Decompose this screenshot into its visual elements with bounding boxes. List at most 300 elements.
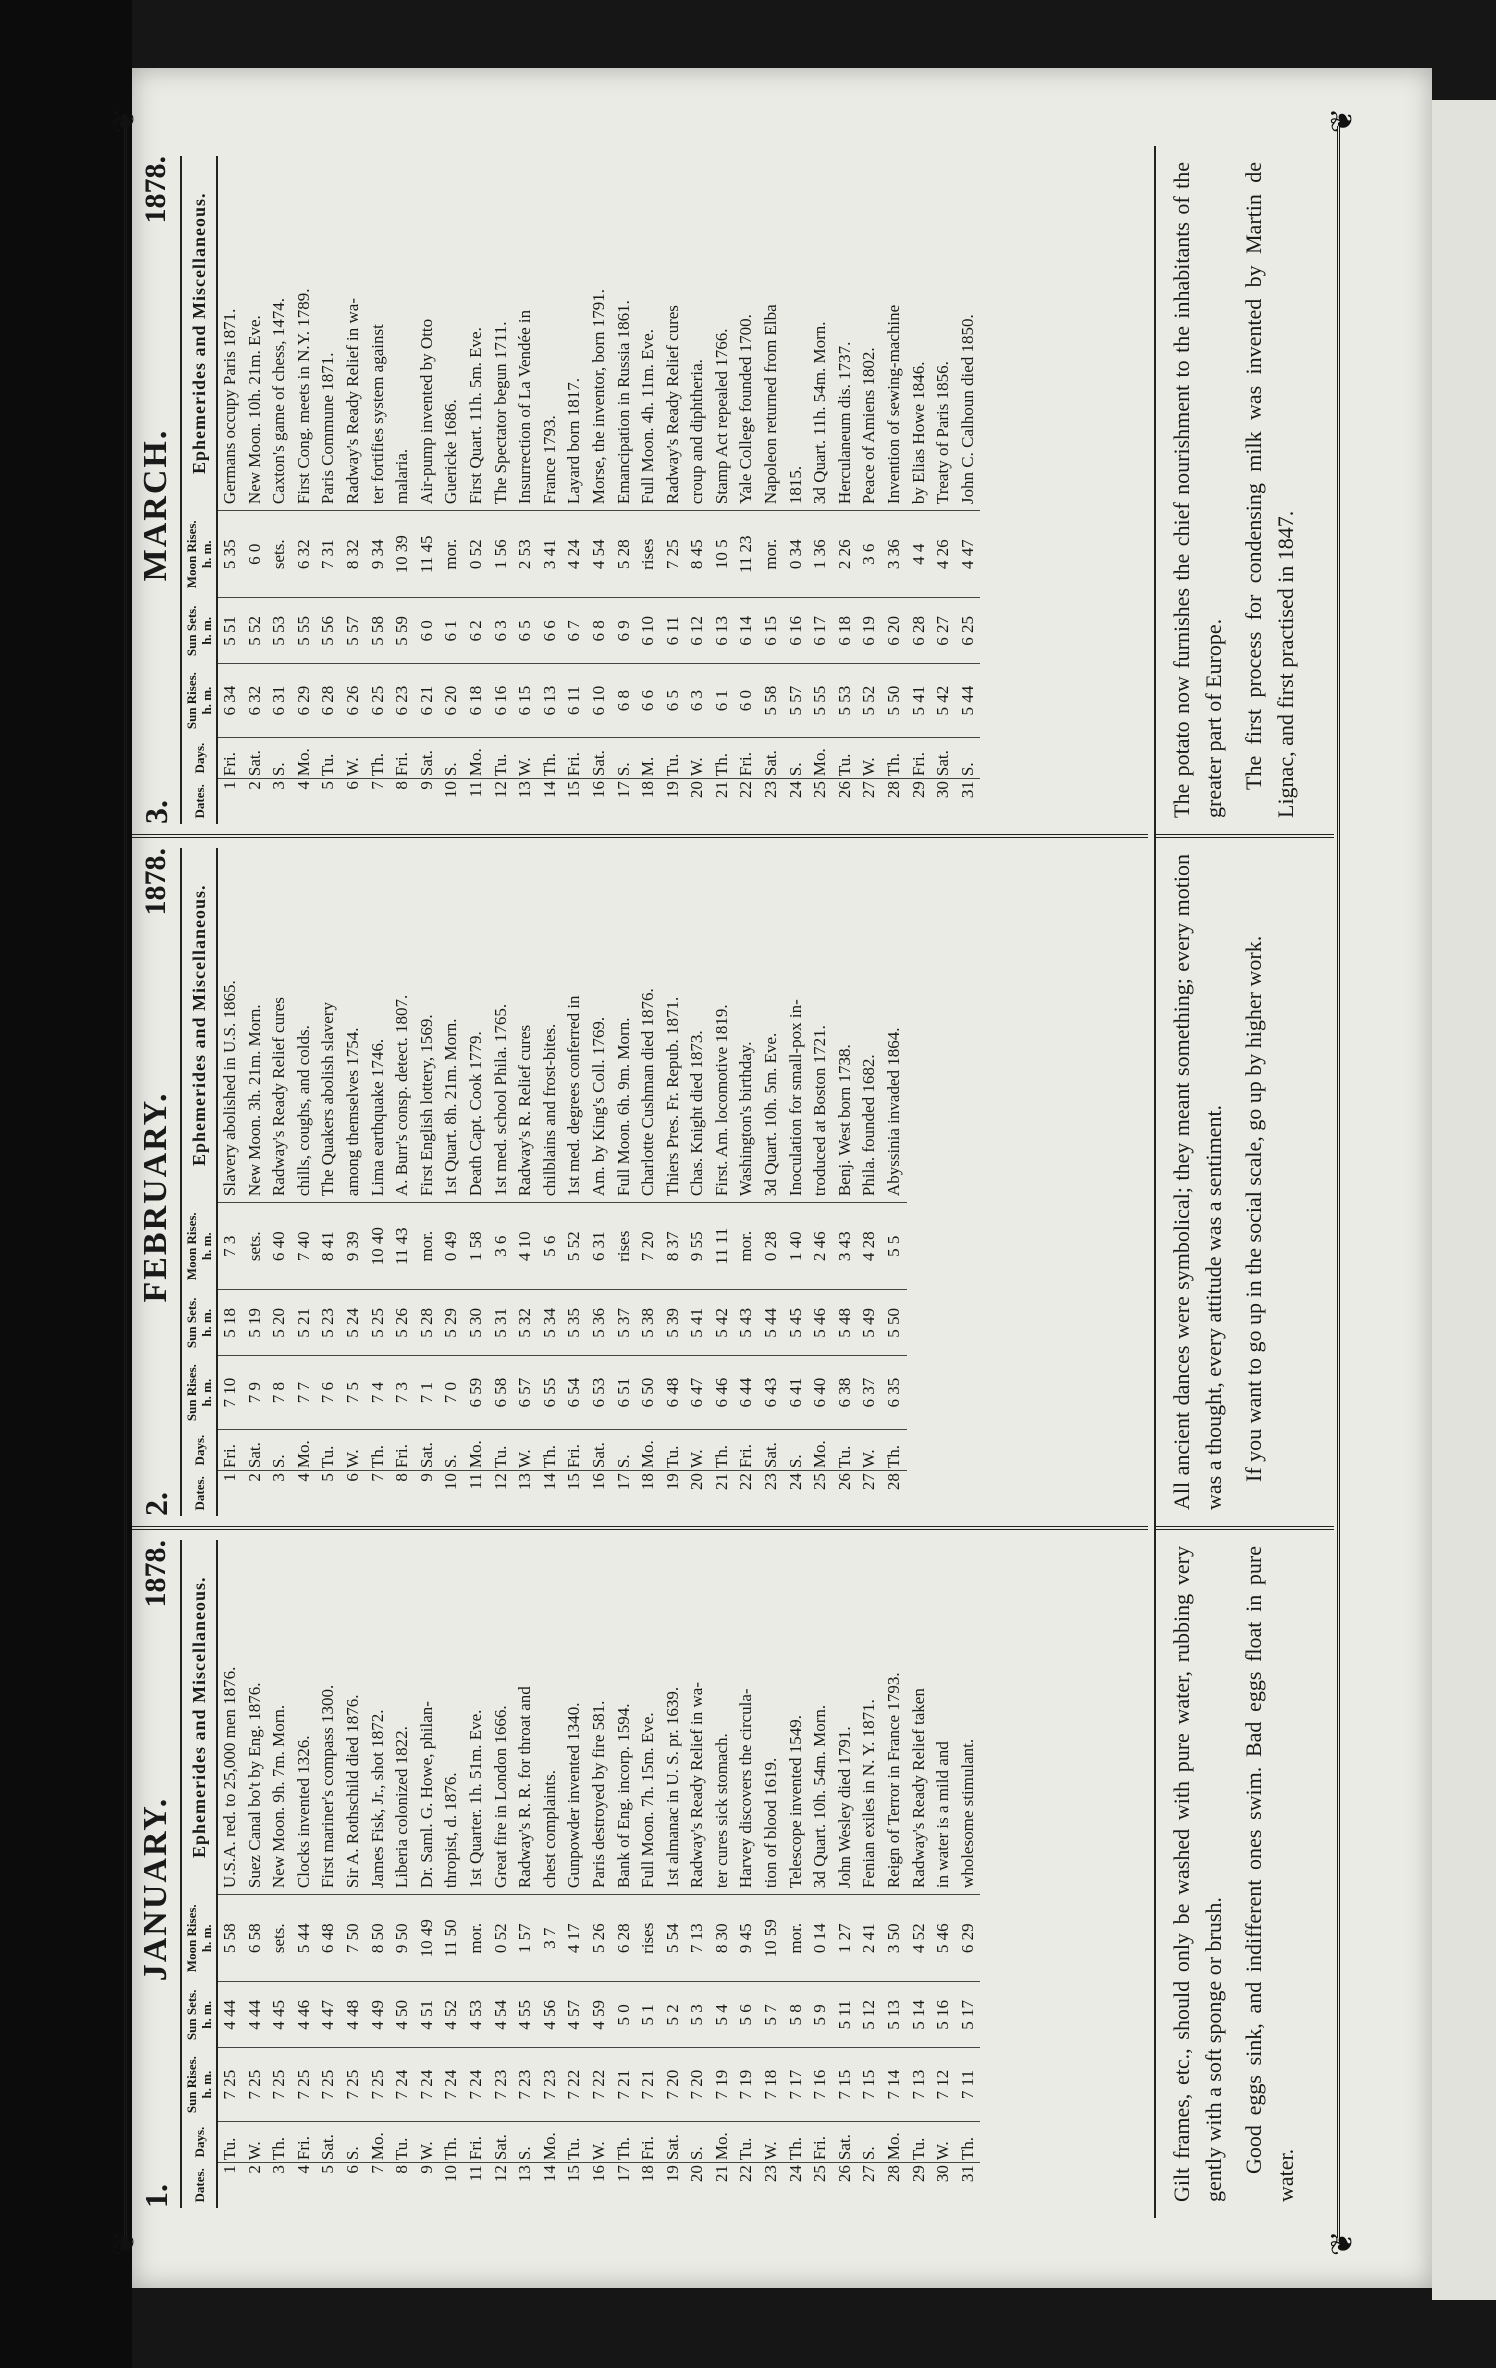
- day-cell: Tu.: [833, 1430, 858, 1471]
- moon-rises-cell: 3 50: [882, 1895, 907, 1982]
- table-row: [489, 156, 514, 824]
- date-cell: 17: [612, 2163, 637, 2208]
- month-number: 1.: [137, 2184, 174, 2208]
- header-sun-rises: Sun Rises. h. m.: [182, 1356, 217, 1430]
- sun-sets-cell: 6 3: [489, 598, 514, 664]
- sun-sets-cell: 5 49: [857, 1290, 882, 1356]
- sun-rises-cell: 6 48: [661, 1356, 686, 1430]
- sun-sets-cell: 5 29: [439, 1290, 464, 1356]
- day-cell: Th.: [710, 738, 735, 779]
- day-cell: S.: [784, 738, 809, 779]
- month-rows: [217, 1540, 980, 2208]
- table-row: [217, 848, 243, 1516]
- date-cell: 19: [661, 779, 686, 824]
- ephemeris-cell: Slavery abolished in U.S. 1865.: [220, 980, 239, 1197]
- sun-rises-cell: 6 15: [513, 664, 538, 738]
- date-cell: 21: [710, 779, 735, 824]
- sun-sets-cell: 5 52: [243, 598, 268, 664]
- day-cell: Fri.: [217, 1430, 243, 1471]
- date-cell: 10: [439, 1471, 464, 1516]
- day-cell: Fri.: [562, 738, 587, 779]
- sun-rises-cell: 5 42: [931, 664, 956, 738]
- ephemeris-cell: The Spectator begun 1711.: [490, 321, 510, 505]
- ephemeris-cell: Fenian exiles in N. Y. 1871.: [859, 1699, 879, 1889]
- date-cell: 24: [784, 1471, 809, 1516]
- table-row: [489, 848, 514, 1516]
- date-cell: 6: [341, 779, 366, 824]
- sun-sets-cell: 6 5: [513, 598, 538, 664]
- ephemeris-cell: First. Am. locomotive 1819.: [711, 1004, 731, 1197]
- sun-rises-cell: 7 14: [882, 2048, 907, 2122]
- table-row: [341, 1540, 366, 2208]
- date-cell: 3: [267, 2163, 292, 2208]
- ephemeris-cell: Chas. Knight died 1873.: [687, 1030, 707, 1197]
- sun-sets-cell: 5 16: [931, 1982, 956, 2048]
- sun-rises-cell: 6 25: [366, 664, 391, 738]
- moon-rises-cell: 9 45: [734, 1895, 759, 1982]
- sun-sets-cell: 6 14: [734, 598, 759, 664]
- table-row: [390, 156, 415, 824]
- moon-rises-cell: 6 58: [243, 1895, 268, 1982]
- sun-sets-cell: 6 0: [415, 598, 440, 664]
- day-cell: Fri.: [390, 1430, 415, 1471]
- ephemeris-cell: Liberia colonized 1822.: [392, 1726, 412, 1889]
- date-cell: 11: [464, 1471, 489, 1516]
- calendar-table: [182, 1540, 980, 2208]
- date-cell: 5: [316, 779, 341, 824]
- sun-sets-cell: 5 31: [489, 1290, 514, 1356]
- sun-rises-cell: 6 0: [734, 664, 759, 738]
- date-cell: 4: [292, 779, 317, 824]
- table-row: [907, 1540, 932, 2208]
- date-cell: 28: [882, 779, 907, 824]
- date-cell: 3: [267, 779, 292, 824]
- day-cell: Th.: [882, 738, 907, 779]
- sun-rises-cell: 7 25: [217, 2048, 243, 2122]
- ephemeris-cell: Peace of Amiens 1802.: [859, 347, 879, 505]
- date-cell: 22: [734, 2163, 759, 2208]
- note-paragraph: Good eggs sink, and indifferent ones swim. Bad eggs float in pure water.: [1241, 1546, 1298, 2202]
- moon-rises-cell: 11 23: [734, 511, 759, 598]
- moon-rises-cell: 10 5: [710, 511, 735, 598]
- sun-rises-cell: 6 6: [636, 664, 661, 738]
- sun-sets-cell: 4 57: [562, 1982, 587, 2048]
- table-row: [636, 848, 661, 1516]
- sun-sets-cell: 6 16: [784, 598, 809, 664]
- table-row: [513, 848, 538, 1516]
- date-cell: 20: [685, 2163, 710, 2208]
- month-name: MARCH.: [137, 428, 174, 582]
- sun-rises-cell: 6 46: [710, 1356, 735, 1430]
- table-row: [513, 1540, 538, 2208]
- sun-rises-cell: 6 13: [538, 664, 563, 738]
- ephemeris-cell: Paris destroyed by fire 581.: [588, 1700, 608, 1889]
- sun-rises-cell: 7 6: [316, 1356, 341, 1430]
- table-row: [316, 1540, 341, 2208]
- sun-sets-cell: 5 6: [734, 1982, 759, 2048]
- note-paragraph: All ancient dances were symbolical; they meant something; every motion was a thought, every attitude was a sentiment.: [1169, 854, 1226, 1510]
- day-cell: S.: [857, 2122, 882, 2163]
- sun-rises-cell: 7 13: [907, 2048, 932, 2122]
- ephemeris-cell: U.S.A. red. to 25,000 men 1876.: [220, 1666, 239, 1889]
- sun-rises-cell: 6 41: [784, 1356, 809, 1430]
- date-cell: 30: [931, 779, 956, 824]
- sun-rises-cell: 6 35: [882, 1356, 907, 1430]
- day-cell: S.: [267, 738, 292, 779]
- day-cell: Th.: [267, 2122, 292, 2163]
- ephemeris-cell: Abyssinia invaded 1864.: [884, 1027, 904, 1197]
- day-cell: S.: [341, 2122, 366, 2163]
- sun-rises-cell: 6 51: [612, 1356, 637, 1430]
- day-cell: Sat.: [243, 1430, 268, 1471]
- day-cell: Tu.: [661, 738, 686, 779]
- day-cell: Fri.: [734, 738, 759, 779]
- date-cell: 6: [341, 2163, 366, 2208]
- sun-sets-cell: 5 0: [612, 1982, 637, 2048]
- table-row: [759, 1540, 784, 2208]
- date-cell: 20: [685, 779, 710, 824]
- day-cell: Mo.: [292, 1430, 317, 1471]
- ephemeris-cell: 3d Quart. 11h. 54m. Morn.: [810, 321, 830, 505]
- table-row: [857, 156, 882, 824]
- header-sun-rises: Sun Rises. h. m.: [182, 2048, 217, 2122]
- moon-rises-cell: 11 50: [439, 1895, 464, 1982]
- sun-sets-cell: 5 24: [341, 1290, 366, 1356]
- moon-rises-cell: 6 28: [612, 1895, 637, 1982]
- ephemeris-cell: First Cong. meets in N.Y. 1789.: [293, 288, 313, 505]
- moon-rises-cell: rises: [636, 511, 661, 598]
- day-cell: W.: [685, 738, 710, 779]
- header-sun-sets: Sun Sets. h. m.: [182, 1982, 217, 2048]
- sun-rises-cell: 6 3: [685, 664, 710, 738]
- moon-rises-cell: 0 52: [489, 1895, 514, 1982]
- sun-rises-cell: 5 50: [882, 664, 907, 738]
- day-cell: W.: [243, 2122, 268, 2163]
- date-cell: 18: [636, 779, 661, 824]
- sun-sets-cell: 5 59: [390, 598, 415, 664]
- table-row: [415, 1540, 440, 2208]
- table-row: [538, 1540, 563, 2208]
- sun-rises-cell: 7 25: [366, 2048, 391, 2122]
- ephemeris-cell: ter cures sick stomach.: [711, 1733, 731, 1889]
- date-cell: 22: [734, 1471, 759, 1516]
- sun-rises-cell: 6 59: [464, 1356, 489, 1430]
- date-cell: 26: [833, 2163, 858, 2208]
- date-cell: 14: [538, 779, 563, 824]
- moon-rises-cell: 0 34: [784, 511, 809, 598]
- moon-rises-cell: 0 28: [759, 1203, 784, 1290]
- sun-rises-cell: 7 24: [415, 2048, 440, 2122]
- sun-rises-cell: 6 57: [513, 1356, 538, 1430]
- month-year: 1878.: [139, 156, 172, 224]
- ephemeris-cell: New Moon. 3h. 21m. Morn.: [244, 1004, 264, 1197]
- sun-rises-cell: 6 28: [316, 664, 341, 738]
- sun-rises-cell: 7 10: [217, 1356, 243, 1430]
- date-cell: 7: [366, 779, 391, 824]
- ephemeris-cell: Herculaneum dis. 1737.: [834, 341, 854, 505]
- moon-rises-cell: 5 5: [882, 1203, 907, 1290]
- table-row: [415, 156, 440, 824]
- sun-sets-cell: 5 53: [267, 598, 292, 664]
- table-row: [759, 848, 784, 1516]
- day-cell: Mo.: [710, 2122, 735, 2163]
- day-cell: Tu.: [390, 2122, 415, 2163]
- sun-sets-cell: 5 50: [882, 1290, 907, 1356]
- ephemeris-cell: ter fortifies system against: [367, 324, 387, 505]
- day-cell: S.: [685, 2122, 710, 2163]
- table-row: [464, 156, 489, 824]
- date-cell: 1: [217, 2163, 243, 2208]
- date-cell: 26: [833, 1471, 858, 1516]
- header-dates: Dates.: [182, 779, 217, 824]
- moon-rises-cell: 9 34: [366, 511, 391, 598]
- table-row: [808, 1540, 833, 2208]
- moon-rises-cell: 8 37: [661, 1203, 686, 1290]
- header-moon-rises: Moon Rises. h. m.: [182, 1895, 217, 1982]
- table-row: [267, 1540, 292, 2208]
- sun-sets-cell: 5 55: [292, 598, 317, 664]
- date-cell: 28: [882, 1471, 907, 1516]
- sun-sets-cell: 4 49: [366, 1982, 391, 2048]
- table-row: [316, 156, 341, 824]
- day-cell: Sat.: [759, 738, 784, 779]
- ephemeris-cell: First English lottery, 1569.: [416, 1014, 436, 1197]
- ephemeris-cell: Treaty of Paris 1856.: [933, 361, 953, 505]
- day-cell: Mo.: [636, 1430, 661, 1471]
- date-cell: 4: [292, 2163, 317, 2208]
- moon-rises-cell: 8 30: [710, 1895, 735, 1982]
- sun-rises-cell: 6 29: [292, 664, 317, 738]
- ephemeris-cell: Air-pump invented by Otto: [416, 318, 436, 505]
- table-row: [685, 156, 710, 824]
- sun-sets-cell: 5 56: [316, 598, 341, 664]
- moon-rises-cell: rises: [636, 1895, 661, 1982]
- ephemeris-cell: Radway's R. Relief cures: [515, 1024, 535, 1197]
- ephemeris-cell: Paris Commune 1871.: [318, 352, 338, 505]
- moon-rises-cell: 4 17: [562, 1895, 587, 1982]
- day-cell: Mo.: [464, 738, 489, 779]
- table-row: [931, 156, 956, 824]
- moon-rises-cell: 7 13: [685, 1895, 710, 1982]
- day-cell: W.: [857, 1430, 882, 1471]
- date-cell: 28: [882, 2163, 907, 2208]
- day-cell: Fri.: [562, 1430, 587, 1471]
- sun-sets-cell: 5 32: [513, 1290, 538, 1356]
- note-column: [1156, 146, 1334, 838]
- ephemeris-cell: Reign of Terror in France 1793.: [884, 1672, 904, 1889]
- sun-rises-cell: 7 7: [292, 1356, 317, 1430]
- ephemeris-cell: Guericke 1686.: [441, 399, 461, 505]
- table-row: [341, 848, 366, 1516]
- date-cell: 9: [415, 1471, 440, 1516]
- moon-rises-cell: mor.: [439, 511, 464, 598]
- date-cell: 17: [612, 1471, 637, 1516]
- moon-rises-cell: 8 41: [316, 1203, 341, 1290]
- sun-sets-cell: 4 46: [292, 1982, 317, 2048]
- day-cell: S.: [439, 738, 464, 779]
- sun-sets-cell: 6 17: [808, 598, 833, 664]
- header-dates: Dates.: [182, 2163, 217, 2208]
- sun-rises-cell: 7 24: [439, 2048, 464, 2122]
- sun-rises-cell: 6 1: [710, 664, 735, 738]
- ephemeris-cell: 1st Quarter. 1h. 51m. Eve.: [465, 1709, 485, 1889]
- table-row: [292, 156, 317, 824]
- sun-rises-cell: 6 5: [661, 664, 686, 738]
- note-paragraph: The first process for condensing milk was invented by Martin de Lignac, and first practised in 1847.: [1241, 162, 1298, 818]
- day-cell: Tu.: [217, 2122, 243, 2163]
- ephemeris-cell: Phila. founded 1682.: [859, 1054, 879, 1197]
- sun-rises-cell: 7 8: [267, 1356, 292, 1430]
- header-sun-sets: Sun Sets. h. m.: [182, 598, 217, 664]
- sun-sets-cell: 6 13: [710, 598, 735, 664]
- sun-rises-cell: 6 44: [734, 1356, 759, 1430]
- day-cell: Tu.: [489, 1430, 514, 1471]
- sun-rises-cell: 7 12: [931, 2048, 956, 2122]
- ephemeris-cell: Washington's birthday.: [736, 1041, 756, 1197]
- moon-rises-cell: 6 0: [243, 511, 268, 598]
- sun-rises-cell: 7 9: [243, 1356, 268, 1430]
- sun-rises-cell: 6 50: [636, 1356, 661, 1430]
- moon-rises-cell: 4 28: [857, 1203, 882, 1290]
- table-row: [390, 848, 415, 1516]
- sun-sets-cell: 6 1: [439, 598, 464, 664]
- day-cell: S.: [267, 1430, 292, 1471]
- sun-sets-cell: 5 7: [759, 1982, 784, 2048]
- day-cell: Tu.: [316, 738, 341, 779]
- moon-rises-cell: 1 36: [808, 511, 833, 598]
- date-cell: 14: [538, 2163, 563, 2208]
- moon-rises-cell: 6 40: [267, 1203, 292, 1290]
- table-row: [612, 1540, 637, 2208]
- moon-rises-cell: 0 49: [439, 1203, 464, 1290]
- table-row: [685, 848, 710, 1516]
- date-cell: 16: [587, 1471, 612, 1516]
- day-cell: Sat.: [833, 2122, 858, 2163]
- moon-rises-cell: 11 11: [710, 1203, 735, 1290]
- ephemeris-cell: John Wesley died 1791.: [834, 1726, 854, 1889]
- date-cell: 7: [366, 1471, 391, 1516]
- table-row: [267, 848, 292, 1516]
- sun-rises-cell: 7 15: [857, 2048, 882, 2122]
- date-cell: 16: [587, 2163, 612, 2208]
- ephemeris-cell: Stamp Act repealed 1766.: [711, 328, 731, 505]
- ephemeris-cell: New Moon. 9h. 7m. Morn.: [269, 1704, 289, 1889]
- sun-sets-cell: 4 52: [439, 1982, 464, 2048]
- date-cell: 4: [292, 1471, 317, 1516]
- date-cell: 1: [217, 1471, 243, 1516]
- table-row: [710, 848, 735, 1516]
- day-cell: Mo.: [808, 1430, 833, 1471]
- sun-sets-cell: 4 59: [587, 1982, 612, 2048]
- moon-rises-cell: 0 14: [808, 1895, 833, 1982]
- moon-rises-cell: 8 45: [685, 511, 710, 598]
- table-row: [243, 156, 268, 824]
- ephemeris-cell: Germans occupy Paris 1871.: [220, 308, 239, 505]
- note-paragraph: If you want to go up in the social scale, go up by higher work.: [1241, 935, 1266, 1482]
- date-cell: 17: [612, 779, 637, 824]
- ephemeris-cell: wholesome stimulant.: [957, 1738, 977, 1889]
- moon-rises-cell: 3 36: [882, 511, 907, 598]
- table-row: [217, 156, 243, 824]
- day-cell: Th.: [538, 738, 563, 779]
- sun-rises-cell: 7 16: [808, 2048, 833, 2122]
- date-cell: 12: [489, 779, 514, 824]
- day-cell: Mo.: [538, 2122, 563, 2163]
- table-row: [661, 848, 686, 1516]
- date-cell: 8: [390, 1471, 415, 1516]
- ephemeris-cell: Lima earthquake 1746.: [367, 1038, 387, 1197]
- sun-rises-cell: 6 43: [759, 1356, 784, 1430]
- ephemeris-cell: chilblains and frost-bites.: [539, 1023, 559, 1197]
- moon-rises-cell: 1 57: [513, 1895, 538, 1982]
- table-row: [390, 1540, 415, 2208]
- day-cell: Th.: [956, 2122, 981, 2163]
- month-year: 1878.: [139, 1540, 172, 1608]
- ephemeris-cell: John C. Calhoun died 1850.: [957, 314, 977, 505]
- sun-rises-cell: 5 53: [833, 664, 858, 738]
- day-cell: Mo.: [366, 2122, 391, 2163]
- ephemeris-cell: Clocks invented 1326.: [293, 1735, 313, 1889]
- sun-sets-cell: 5 13: [882, 1982, 907, 2048]
- ephemeris-cell: Radway's Ready Relief cures: [269, 997, 289, 1197]
- table-row: [439, 156, 464, 824]
- header-dates: Dates.: [182, 1471, 217, 1516]
- day-cell: Mo.: [882, 2122, 907, 2163]
- header-ephemerides: Ephemerides and Miscellaneous.: [182, 156, 217, 511]
- sun-sets-cell: 5 35: [562, 1290, 587, 1356]
- date-cell: 23: [759, 1471, 784, 1516]
- day-cell: Tu.: [316, 1430, 341, 1471]
- moon-rises-cell: 1 58: [464, 1203, 489, 1290]
- moon-rises-cell: 7 50: [341, 1895, 366, 1982]
- ephemeris-cell: Inoculation for small-pox in-: [785, 999, 805, 1197]
- date-cell: 19: [661, 1471, 686, 1516]
- sun-sets-cell: 5 39: [661, 1290, 686, 1356]
- day-cell: Th.: [366, 738, 391, 779]
- ephemeris-cell: New Moon. 10h. 21m. Eve.: [244, 315, 264, 505]
- day-cell: Sat.: [587, 738, 612, 779]
- fleuron-ornament-icon: ❦: [107, 108, 142, 134]
- day-cell: Sat.: [587, 1430, 612, 1471]
- moon-rises-cell: 7 20: [636, 1203, 661, 1290]
- table-row: [562, 1540, 587, 2208]
- sun-rises-cell: 7 15: [833, 2048, 858, 2122]
- month-column: [132, 838, 1148, 1530]
- sun-rises-cell: 6 18: [464, 664, 489, 738]
- table-row: [857, 848, 882, 1516]
- ephemeris-cell: 1st med. school Phila. 1765.: [490, 1003, 510, 1197]
- day-cell: Tu.: [489, 738, 514, 779]
- header-ephemerides: Ephemerides and Miscellaneous.: [182, 1540, 217, 1895]
- ephemeris-cell: Radway's R. R. for throat and: [515, 1686, 535, 1889]
- date-cell: 15: [562, 2163, 587, 2208]
- sun-rises-cell: 5 41: [907, 664, 932, 738]
- ephemeris-cell: First mariner's compass 1300.: [318, 1684, 338, 1889]
- day-cell: W.: [513, 738, 538, 779]
- date-cell: 27: [857, 2163, 882, 2208]
- month-number: 3.: [137, 800, 174, 824]
- date-cell: 18: [636, 1471, 661, 1516]
- sun-rises-cell: 6 20: [439, 664, 464, 738]
- table-row: [882, 1540, 907, 2208]
- sun-sets-cell: 5 18: [217, 1290, 243, 1356]
- moon-rises-cell: 2 46: [808, 1203, 833, 1290]
- moon-rises-cell: 2 26: [833, 511, 858, 598]
- day-cell: S.: [612, 738, 637, 779]
- sun-rises-cell: 7 5: [341, 1356, 366, 1430]
- table-row: [857, 1540, 882, 2208]
- moon-rises-cell: sets.: [267, 1895, 292, 1982]
